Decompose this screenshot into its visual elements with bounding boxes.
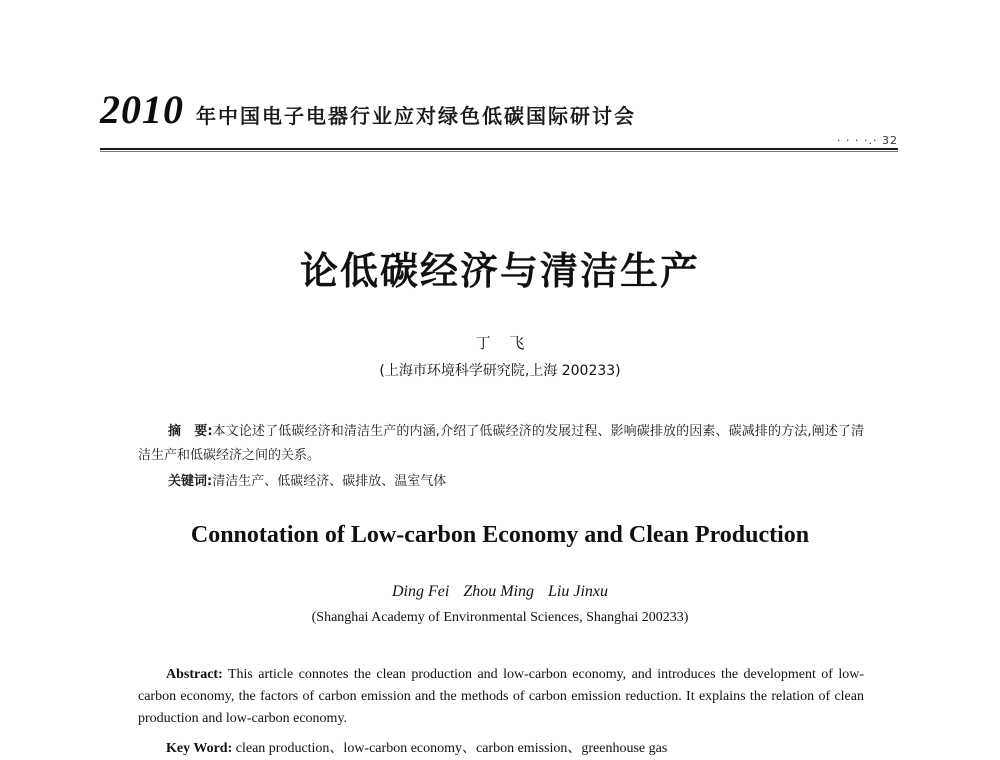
- chinese-keywords-text: 清洁生产、低碳经济、碳排放、温室气体: [212, 474, 447, 489]
- english-keywords-text: clean production、low-carbon economy、carbon emission、greenhouse gas: [235, 741, 668, 756]
- chinese-keywords: [138, 470, 894, 494]
- chinese-keywords-label: 关键词:: [168, 474, 213, 489]
- chinese-affiliation: (上海市环境科学研究院,上海 200233): [379, 363, 621, 379]
- english-keywords: [138, 738, 892, 760]
- chinese-abstract-text: 本文论述了低碳经济和清洁生产的内涵,介绍了低碳经济的发展过程、影响碳排放的因素、碳减排的方法,阐述了清洁生产和低碳经济之间的关系。: [138, 424, 864, 463]
- english-affiliation: (Shanghai Academy of Environmental Sciences, Shanghai 200233): [311, 610, 689, 625]
- english-abstract: [138, 664, 864, 730]
- header-rule: [100, 148, 898, 150]
- page-number: · · · ·.· 32: [837, 134, 898, 147]
- running-header-conference: 年中国电子电器行业应对绿色低碳国际研讨会: [196, 104, 636, 128]
- english-abstract-text: This article connotes the clean production and low-carbon economy, and introduces the development of low-carbon economy, the factors of carbon emission and the methods of carbon emission reduction. It explains the relation of clean production and low-carbon economy.: [138, 667, 865, 726]
- chinese-author: 丁 飞: [475, 334, 525, 352]
- running-header: [100, 86, 636, 133]
- chinese-title: 论低碳经济与清洁生产: [299, 249, 700, 293]
- chinese-abstract: [138, 420, 864, 468]
- english-authors: [0, 583, 1000, 601]
- running-header-year: 2010: [100, 87, 184, 132]
- author-name: Zhou Ming: [463, 583, 534, 600]
- chinese-abstract-label: 摘 要:: [168, 424, 213, 439]
- english-abstract-label: Abstract:: [166, 667, 223, 682]
- header-rule-thin: [100, 151, 898, 152]
- english-keywords-label: Key Word:: [166, 741, 233, 756]
- author-name: Liu Jinxu: [548, 583, 608, 600]
- author-name: Ding Fei: [392, 583, 450, 600]
- english-title: Connotation of Low-carbon Economy and Clean Production: [190, 522, 810, 548]
